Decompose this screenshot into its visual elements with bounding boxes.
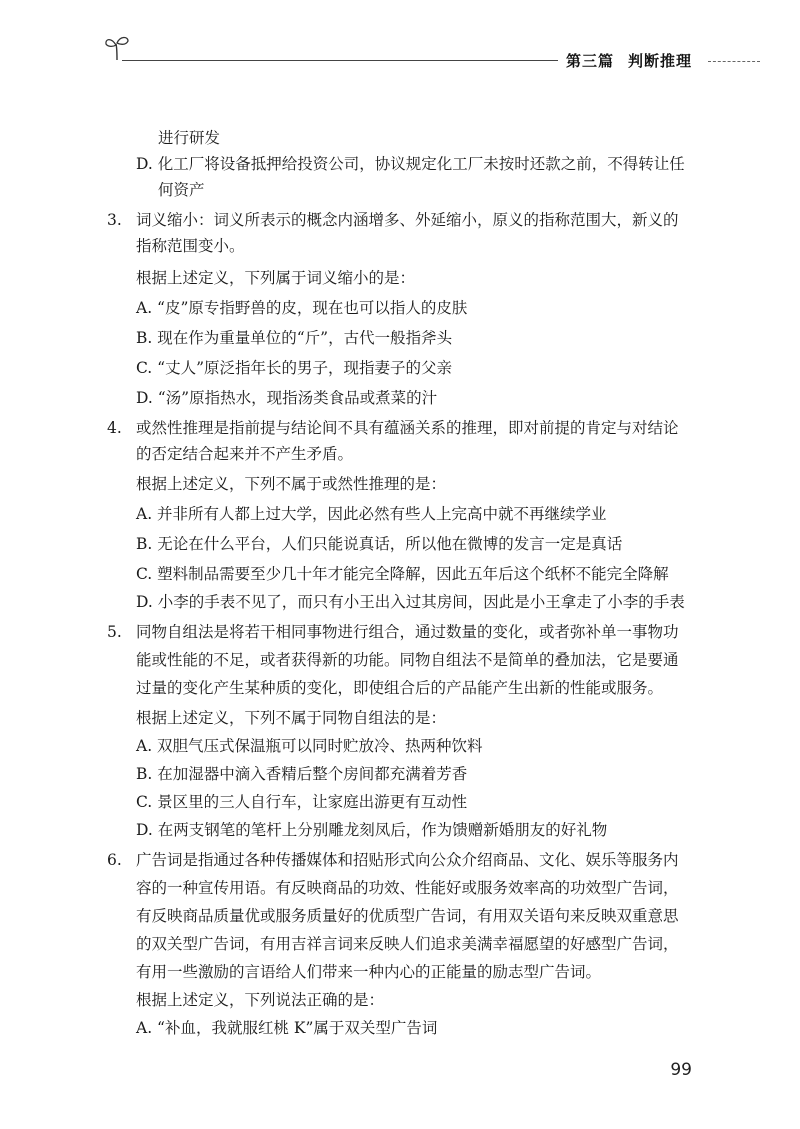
q6-option-a: A. “补血，我就服红桃 K”属于双关型广告词	[136, 1019, 438, 1037]
q3-option-b: B. 现在作为重量单位的“斤”，古代一般指斧头	[136, 329, 453, 347]
q4-definition: 或然性推理是指前提与结论间不具有蕴涵关系的推理，即对前提的肯定与对结论	[136, 419, 679, 437]
q5-option-d: D. 在两支钢笔的笔杆上分别雕龙刻凤后，作为馈赠新婚朋友的好礼物	[136, 821, 608, 839]
sprout-icon	[104, 34, 130, 66]
q3-definition-cont: 指称范围变小。	[136, 237, 245, 255]
q6-definition-cont: 有反映商品质量优或服务质量好的优质型广告词，有用双关语句来反映双重意思	[136, 907, 679, 925]
q5-prompt: 根据上述定义，下列不属于同物自组法的是：	[136, 709, 447, 727]
q4-option-c: C. 塑料制品需要至少几十年才能完全降解，因此五年后这个纸杯不能完全降解	[136, 565, 669, 583]
question-number: 4.	[107, 419, 122, 437]
header-rule	[122, 60, 558, 61]
q6-prompt: 根据上述定义，下列说法正确的是：	[136, 991, 385, 1009]
q5-option-a: A. 双胆气压式保温瓶可以同时贮放冷、热两种饮料	[136, 737, 483, 755]
q6-definition-cont: 有用一些激励的言语给人们带来一种内心的正能量的励志型广告词。	[136, 963, 602, 981]
section-title	[566, 50, 692, 71]
q3-definition: 词义缩小：词义所表示的概念内涵增多、外延缩小，原义的指称范围大，新义的	[136, 211, 679, 229]
question-number: 3.	[107, 211, 122, 229]
q4-option-d: D. 小李的手表不见了，而只有小王出入过其房间，因此是小王拿走了小李的手表	[136, 593, 685, 611]
question-number: 5.	[107, 623, 122, 641]
page-number: 99	[670, 1060, 692, 1080]
q4-prompt: 根据上述定义，下列不属于或然性推理的是：	[136, 475, 447, 493]
section-label: 判断推理	[628, 52, 693, 70]
q5-definition: 同物自组法是将若干相同事物进行组合，通过数量的变化，或者弥补单一事物功	[136, 623, 679, 641]
q4-option-a: A. 并非所有人都上过大学，因此必然有些人上完高中就不再继续学业	[136, 505, 607, 523]
q3-option-c: C. “丈人”原泛指年长的男子，现指妻子的父亲	[136, 359, 453, 377]
q5-definition-cont: 能或性能的不足，或者获得新的功能。同物自组法不是简单的叠加法，它是要通	[136, 651, 679, 669]
question-number: 6.	[107, 851, 122, 869]
prev-option-c-continuation: 进行研发	[158, 129, 221, 147]
page-header	[0, 0, 800, 80]
q4-option-b: B. 无论在什么平台，人们只能说真话，所以他在微博的发言一定是真话	[136, 535, 623, 553]
q3-option-a: A. “皮”原专指野兽的皮，现在也可以指人的皮肤	[136, 299, 468, 317]
q5-definition-cont: 过量的变化产生某种质的变化，即使组合后的产品能产生出新的性能或服务。	[136, 679, 664, 697]
q3-option-d: D. “汤”原指热水，现指汤类食品或煮菜的汁	[136, 389, 438, 407]
prev-option-d-continuation: 何资产	[158, 181, 205, 199]
header-dashed-rule	[708, 61, 760, 62]
part-label: 第三篇	[566, 52, 615, 70]
prev-option-d: D. 化工厂将设备抵押给投资公司，协议规定化工厂未按时还款之前，不得转让任	[136, 155, 685, 173]
q6-definition: 广告词是指通过各种传播媒体和招贴形式向公众介绍商品、文化、娱乐等服务内	[136, 851, 679, 869]
q6-definition-cont: 容的一种宣传用语。有反映商品的功效、性能好或服务效率高的功效型广告词，	[136, 879, 679, 897]
q6-definition-cont: 的双关型广告词，有用吉祥言词来反映人们追求美满幸福愿望的好感型广告词，	[136, 935, 679, 953]
q5-option-b: B. 在加湿器中滴入香精后整个房间都充满着芳香	[136, 765, 468, 783]
q3-prompt: 根据上述定义，下列属于词义缩小的是：	[136, 269, 416, 287]
q4-definition-cont: 的否定结合起来并不产生矛盾。	[136, 445, 354, 463]
q5-option-c: C. 景区里的三人自行车，让家庭出游更有互动性	[136, 793, 468, 811]
